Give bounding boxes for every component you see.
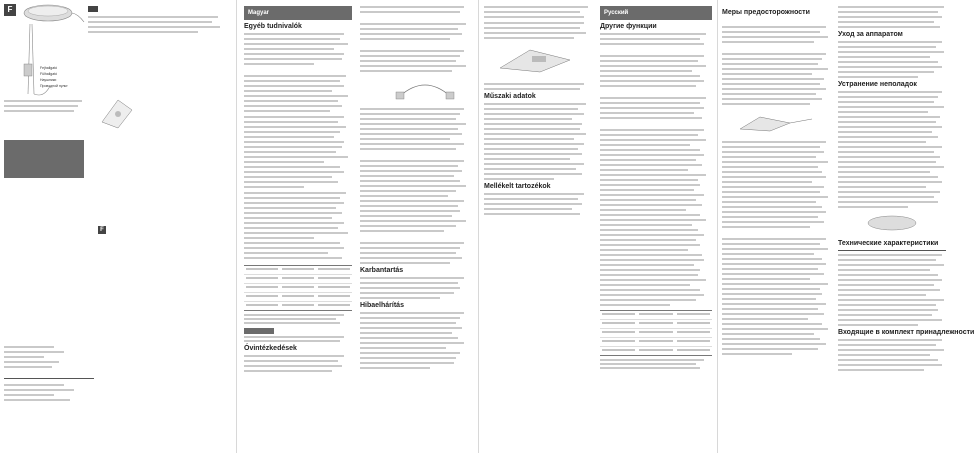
p3-section-heading-1: Műszaki adatok bbox=[484, 93, 536, 100]
p4-rule bbox=[838, 250, 946, 251]
p1-text-block-1 bbox=[88, 16, 228, 33]
p1-lower-list-2 bbox=[4, 384, 94, 404]
p3r-text-4 bbox=[600, 129, 712, 306]
caption-a: Fejhallgató bbox=[40, 66, 58, 70]
page-1 bbox=[0, 0, 232, 453]
p2r-text-7 bbox=[360, 277, 470, 299]
cord-line-1 bbox=[28, 24, 30, 94]
p1-lower-list bbox=[4, 346, 94, 371]
p3r-subhead-3 bbox=[600, 122, 712, 128]
p4-section-heading-4: Технические характеристики bbox=[838, 240, 939, 247]
p2-text-2 bbox=[244, 75, 352, 112]
p2r-subhead-1 bbox=[360, 16, 470, 22]
p3-text-3 bbox=[484, 83, 592, 90]
player-small-illustration bbox=[862, 214, 922, 232]
p4r-text-1 bbox=[838, 6, 950, 28]
page-3 bbox=[480, 0, 716, 453]
p2r-text-2 bbox=[360, 23, 470, 40]
p3-text-2 bbox=[484, 22, 592, 39]
p3r-text-1 bbox=[600, 33, 712, 45]
p2-text-3 bbox=[244, 116, 352, 188]
p2-note-text bbox=[244, 336, 352, 342]
p3r-notes bbox=[600, 359, 712, 369]
player-cord bbox=[72, 13, 84, 22]
cord-line-2 bbox=[32, 24, 34, 94]
p2-text-4 bbox=[244, 192, 352, 259]
small-tab bbox=[88, 6, 98, 12]
p3-right-column bbox=[600, 6, 712, 371]
p1-rule bbox=[4, 378, 94, 379]
headphone-left bbox=[396, 92, 404, 99]
p4-text-2 bbox=[722, 53, 832, 105]
section-heading-4: Karbantartás bbox=[360, 267, 404, 274]
p4r-text-2 bbox=[838, 41, 950, 78]
battery-illustration bbox=[490, 46, 580, 74]
p2-right-column bbox=[360, 6, 470, 372]
p2r-text-5 bbox=[360, 160, 470, 232]
caption-b: Fülhallgató bbox=[40, 72, 58, 76]
p4-text-1 bbox=[722, 26, 832, 43]
p4r-text-3 bbox=[838, 91, 950, 208]
p2r-text-3 bbox=[360, 50, 470, 72]
table-row bbox=[244, 284, 352, 293]
p3-section-heading-2: Mellékelt tartozékok bbox=[484, 183, 551, 190]
p2-table bbox=[244, 265, 352, 311]
table-row bbox=[600, 311, 712, 320]
p4-subhead-1 bbox=[722, 19, 832, 25]
p4-section-heading-3: Устранение неполадок bbox=[838, 81, 917, 88]
button-illustration bbox=[98, 92, 138, 132]
battery-cell bbox=[532, 56, 546, 62]
p2r-subhead-4 bbox=[360, 235, 470, 241]
p4r-text-4 bbox=[838, 254, 950, 326]
p4-text-4 bbox=[722, 238, 832, 355]
page-2 bbox=[240, 0, 476, 453]
p3r-subhead-1 bbox=[600, 48, 712, 54]
page-4 bbox=[718, 0, 974, 453]
page-divider-2 bbox=[478, 0, 479, 453]
p2-text-1 bbox=[244, 33, 352, 65]
p2r-text-4 bbox=[360, 108, 470, 150]
p4-subhead-3 bbox=[722, 231, 832, 237]
section-heading-2: Hibaelhárítás bbox=[360, 302, 404, 309]
dark-banner bbox=[4, 140, 84, 178]
headphone-right bbox=[446, 92, 454, 99]
player-small-body bbox=[868, 216, 916, 230]
p3-text-1 bbox=[484, 6, 592, 18]
sub-heading-1 bbox=[244, 68, 352, 74]
p2r-text-1 bbox=[360, 6, 470, 13]
language-tab: F bbox=[4, 4, 16, 16]
p2r-subhead-3 bbox=[360, 153, 470, 159]
p4-text-3 bbox=[722, 141, 832, 228]
headphone-illustration bbox=[390, 78, 460, 100]
p4-section-heading-2: Уход за аппаратом bbox=[838, 31, 903, 38]
table-row bbox=[600, 329, 712, 338]
table-row bbox=[244, 266, 352, 275]
p3-section-heading-3: Другие функции bbox=[600, 23, 657, 30]
p3-left-column bbox=[484, 6, 592, 218]
language-header-russian: Русский bbox=[600, 6, 712, 20]
p4-subhead-2 bbox=[722, 46, 832, 52]
headphone-band bbox=[400, 85, 450, 96]
p2-text-5 bbox=[244, 355, 352, 372]
p2r-text-8 bbox=[360, 312, 470, 369]
device-button bbox=[115, 111, 121, 117]
p3r-subhead-2 bbox=[600, 90, 712, 96]
page-divider-1 bbox=[236, 0, 237, 453]
plug-illustration bbox=[730, 111, 820, 133]
table-row bbox=[244, 293, 352, 302]
p2r-text-6 bbox=[360, 242, 470, 264]
language-header-magyar: Magyar bbox=[244, 6, 352, 20]
p4r-text-5 bbox=[838, 339, 950, 371]
p4-section-heading-5: Входящие в комплект принадлежности bbox=[838, 329, 974, 336]
p3r-text-2 bbox=[600, 55, 712, 87]
p4-section-heading-1: Меры предосторожности bbox=[722, 9, 810, 16]
p1-text-column bbox=[88, 6, 228, 36]
p2-left-column bbox=[244, 6, 352, 375]
remote-box bbox=[24, 64, 32, 76]
caption-c: Наушники bbox=[40, 78, 57, 82]
caption-d: Проводной пульт bbox=[40, 84, 68, 88]
p2-table-notes bbox=[244, 314, 352, 324]
plug-body bbox=[740, 117, 790, 131]
player-lid bbox=[28, 6, 68, 16]
table-row bbox=[600, 320, 712, 329]
cord-diagram bbox=[10, 24, 80, 102]
section-heading-1: Egyéb tudnivalók bbox=[244, 23, 302, 30]
p3-text-4 bbox=[484, 103, 592, 180]
plug-cable bbox=[790, 119, 812, 123]
p4-left-column bbox=[722, 6, 832, 358]
p3-table bbox=[600, 310, 712, 356]
note-text bbox=[4, 100, 84, 115]
p2-note-box bbox=[244, 328, 274, 334]
p4-right-column bbox=[838, 6, 974, 374]
p3-text-5 bbox=[484, 193, 592, 215]
language-tab-2: F bbox=[98, 226, 106, 234]
table-row bbox=[600, 338, 712, 347]
table-row bbox=[244, 302, 352, 310]
p3r-text-3 bbox=[600, 97, 712, 119]
table-row bbox=[244, 275, 352, 284]
p2r-subhead-2 bbox=[360, 43, 470, 49]
table-row bbox=[600, 347, 712, 355]
section-heading-3: Óvintézkedések bbox=[244, 345, 297, 352]
cd-player-illustration bbox=[18, 2, 88, 24]
